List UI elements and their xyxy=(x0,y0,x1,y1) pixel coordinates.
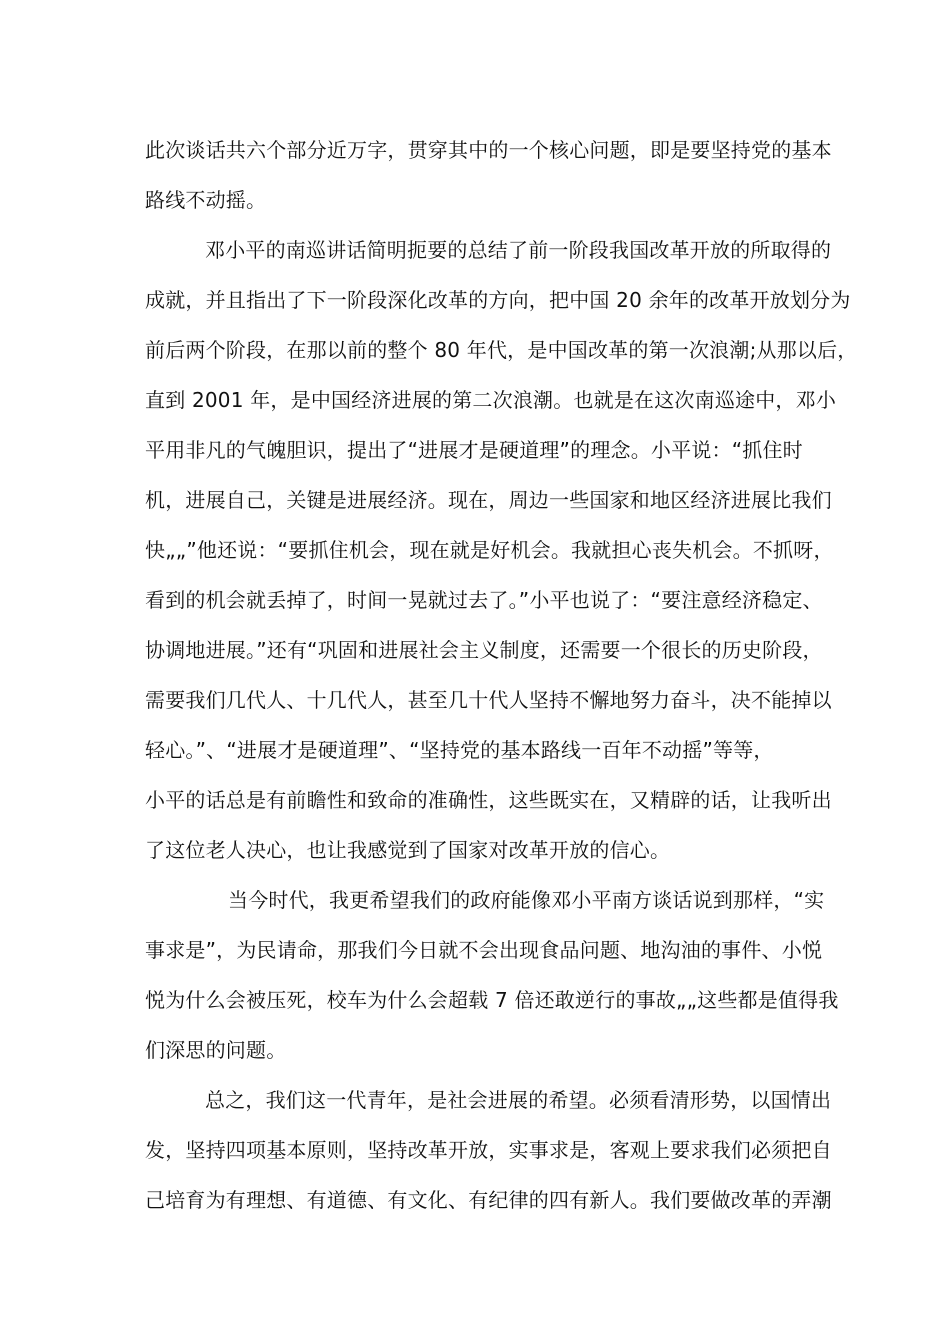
text-line: 成就，并且指出了下一阶段深化改革的方向，把中国 20 余年的改革开放划分为 xyxy=(145,288,851,312)
text-line: 小平的话总是有前瞻性和致命的准确性，这些既实在，又精辟的话，让我听出 xyxy=(145,788,832,812)
text-line: 需要我们几代人、十几代人，甚至几十代人坚持不懈地努力奋斗，决不能掉以 xyxy=(145,688,832,712)
paragraph-start-line: 邓小平的南巡讲话简明扼要的总结了前一阶段我国改革开放的所取得的 xyxy=(205,238,832,262)
text-line: 快„„”他还说：“要抓住机会，现在就是好机会。我就担心丧失机会。不抓呀， xyxy=(145,538,834,562)
paragraph-start-line: 总之，我们这一代青年，是社会进展的希望。必须看清形势，以国情出 xyxy=(205,1088,832,1112)
text-line: 看到的机会就丢掉了，时间一晃就过去了。”小平也说了：“要注意经济稳定、 xyxy=(145,588,823,612)
text-line: 事求是”，为民请命，那我们今日就不会出现食品问题、地沟油的事件、小悦 xyxy=(145,938,823,962)
text-line: 平用非凡的气魄胆识，提出了“进展才是硬道理”的理念。小平说：“抓住时 xyxy=(145,438,803,462)
text-line: 协调地进展。”还有“巩固和进展社会主义制度，还需要一个很长的历史阶段， xyxy=(145,638,823,662)
text-line: 路线不动摇。 xyxy=(145,188,267,212)
text-line: 们深思的问题。 xyxy=(145,1038,287,1062)
text-line: 己培育为有理想、有道德、有文化、有纪律的四有新人。我们要做改革的弄潮 xyxy=(145,1188,832,1212)
text-line: 机，进展自己，关键是进展经济。现在，周边一些国家和地区经济进展比我们 xyxy=(145,488,832,512)
text-line: 了这位老人决心，也让我感觉到了国家对改革开放的信心。 xyxy=(145,838,671,862)
text-line: 轻心。”、“进展才是硬道理”、“坚持党的基本路线一百年不动摇”等等， xyxy=(145,738,774,762)
paragraph-start-line: 当今时代，我更希望我们的政府能像邓小平南方谈话说到那样，“实 xyxy=(228,888,825,912)
text-line: 悦为什么会被压死，校车为什么会超载 7 倍还敢逆行的事故„„这些都是值得我 xyxy=(145,988,839,1012)
text-line: 发，坚持四项基本原则，坚持改革开放，实事求是，客观上要求我们必须把自 xyxy=(145,1138,832,1162)
text-line: 直到 2001 年，是中国经济进展的第二次浪潮。也就是在这次南巡途中，邓小 xyxy=(145,388,837,412)
text-line: 前后两个阶段，在那以前的整个 80 年代，是中国改革的第一次浪潮;从那以后， xyxy=(145,338,858,362)
text-line: 此次谈话共六个部分近万字，贯穿其中的一个核心问题，即是要坚持党的基本 xyxy=(145,138,832,162)
